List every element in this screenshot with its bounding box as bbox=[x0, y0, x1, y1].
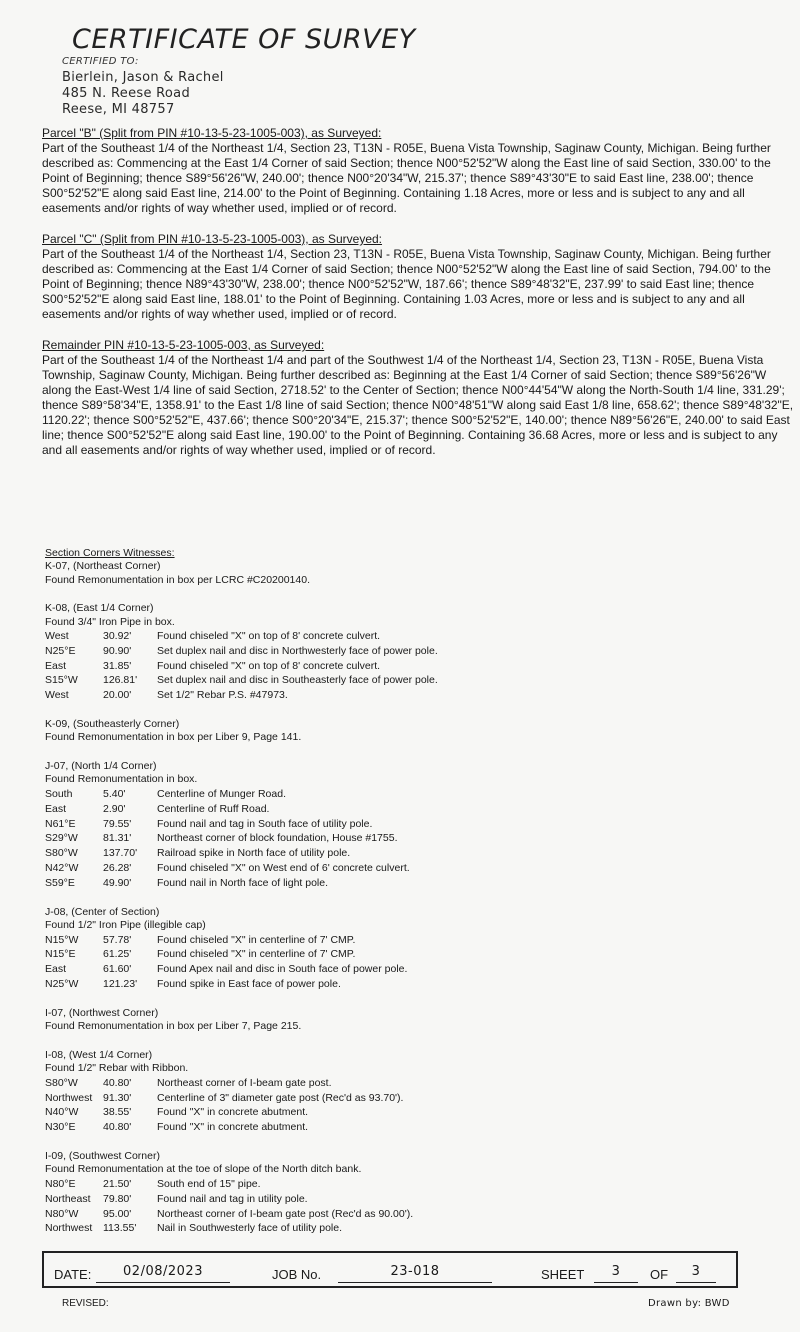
witness-description: Found chiseled "X" in centerline of 7' CMP. bbox=[157, 948, 356, 961]
witness-description: Found chiseled "X" in centerline of 7' CMP. bbox=[157, 933, 356, 946]
witness-row bbox=[45, 644, 745, 659]
witness-description: Nail in Southwesterly face of utility pole. bbox=[157, 1222, 343, 1235]
witness-distance: 2.90' bbox=[103, 802, 126, 815]
witness-description: Found Apex nail and disc in South face of power pole. bbox=[157, 963, 408, 976]
witness-distance: 26.28' bbox=[103, 861, 132, 874]
witness-direction: East bbox=[45, 659, 67, 672]
witness-row bbox=[45, 947, 745, 962]
witness-distance: 30.92' bbox=[103, 630, 132, 642]
witness-distance: 57.78' bbox=[103, 933, 132, 946]
witness-description: Northeast corner of I-beam gate post. bbox=[157, 1076, 332, 1089]
drawn-by: Drawn by: BWD bbox=[648, 1298, 730, 1309]
witness-description: Found "X" in concrete abutment. bbox=[157, 1106, 309, 1119]
of-underline bbox=[676, 1282, 716, 1283]
witness-row bbox=[45, 876, 745, 891]
witness-row bbox=[45, 1076, 745, 1091]
witness-direction: S29°W bbox=[45, 832, 78, 845]
certified-to-label: CERTIFIED TO: bbox=[62, 56, 139, 67]
corner-title: K-09, (Southeasterly Corner) bbox=[45, 717, 180, 730]
witness-distance: 79.80' bbox=[103, 1192, 132, 1205]
corner-monument: Found 1/2" Rebar with Ribbon. bbox=[45, 1062, 189, 1075]
witness-distance: 79.55' bbox=[103, 817, 132, 830]
witness-row bbox=[45, 659, 745, 674]
witness-direction: N25°W bbox=[45, 977, 79, 990]
witness-distance: 38.55' bbox=[103, 1106, 132, 1119]
corner-title: I-09, (Southwest Corner) bbox=[45, 1149, 160, 1162]
witness-row bbox=[45, 933, 745, 948]
parcel-legal-description: Part of the Southeast 1/4 of the Northeast 1/4, Section 23, T13N - R05E, Buena Vista Township, Saginaw County, Michigan. Being further described as: Commencing at the East 1/4 Corner of said Section; thence N00°52'52"W along the East line of said Section, 330.00' to the Point of Beginning; thence S89°56'26"W, 240.00'; thence N00°20'34"W, 215.37'; thence S89°43'30"E to said East line, 238.00'; thence S00°52'52"E along said East line, 214.00' to the Point of Beginning. Containing 1.18 Acres, more or less and is subject to any and all easements and/or rights of way whether used, implied or of record. bbox=[42, 141, 771, 215]
witness-description: Northeast corner of I-beam gate post (Rec'd as 90.00'). bbox=[157, 1207, 414, 1220]
witness-direction: N80°W bbox=[45, 1207, 79, 1220]
witness-description: Centerline of 3" diameter gate post (Rec'd as 93.70'). bbox=[157, 1091, 404, 1104]
witnesses-heading: Section Corners Witnesses: bbox=[45, 547, 175, 559]
witness-distance: 49.90' bbox=[103, 876, 132, 889]
corner-title: K-07, (Northeast Corner) bbox=[45, 560, 161, 572]
witness-description: Set 1/2" Rebar P.S. #47973. bbox=[157, 689, 288, 702]
witness-direction: West bbox=[45, 689, 69, 702]
parcel-legal-description: Part of the Southeast 1/4 of the Northeast 1/4, Section 23, T13N - R05E, Buena Vista Township, Saginaw County, Michigan. Being further described as: Commencing at the East 1/4 Corner of said Section; thence N00°52'52"W along the East line of said Section, 794.00' to the Point of Beginning; thence N89°43'30"W, 238.00'; thence N00°52'52"W, 187.66'; thence S89°48'32"E, 237.99' to said East line; thence S00°52'52"E along said East line, 188.01' to the Point of Beginning. Containing 1.03 Acres, more or less and is subject to any and all easements and/or rights of way whether used, implied or of record. bbox=[42, 247, 771, 321]
title-block bbox=[42, 1251, 738, 1288]
witness-distance: 21.50' bbox=[103, 1177, 132, 1190]
witness-row bbox=[45, 1105, 745, 1120]
corner-block bbox=[45, 760, 745, 891]
parcel-heading: Remainder PIN #10-13-5-23-1005-003, as Surveyed: bbox=[42, 338, 325, 352]
witness-direction: S59°E bbox=[45, 876, 75, 889]
corner-title: J-07, (North 1/4 Corner) bbox=[45, 759, 157, 772]
witness-distance: 20.00' bbox=[103, 689, 132, 702]
witness-description: Found nail in North face of light pole. bbox=[157, 876, 329, 889]
date-label: DATE: bbox=[54, 1267, 92, 1282]
witness-description: Found nail and tag in South face of utility pole. bbox=[157, 817, 373, 830]
witness-direction: S15°W bbox=[45, 674, 78, 687]
parcel-legal-description: Part of the Southeast 1/4 of the Northeast 1/4 and part of the Southwest 1/4 of the Northeast 1/4, Section 23, T13N - R05E, Buena Vista Township, Saginaw County, Michigan. Being further described as: Beginning at the East 1/4 Corner of said Section; thence S89°56'26"W along the East-West 1/4 line of said Section, 2718.52' to the Center of Section; thence N00°44'54"W along the North-South 1/4 line, 331.29'; thence S89°58'34"E, 1358.91' to the East 1/8 line of said Section; thence N00°48'51"W along said East 1/8 line, 658.62'; thence S89°48'32"E, 1120.22'; thence S00°52'52"E, 437.66'; thence S00°20'34"E, 215.37'; thence S00°52'52"E, 140.00'; thence N89°56'26"E, 240.00' to said East line; thence S00°52'52"E along said East line, 190.00' to the Point of Beginning. Containing 36.68 Acres, more or less and is subject to any and all easements and/or rights of way whether used, implied or of record. bbox=[42, 353, 794, 457]
witness-direction: N40°W bbox=[45, 1106, 79, 1119]
witness-row bbox=[45, 1192, 745, 1207]
witness-row bbox=[45, 802, 745, 817]
parcel-heading: Parcel "C" (Split from PIN #10-13-5-23-1005-003), as Surveyed: bbox=[42, 232, 383, 246]
witness-direction: N61°E bbox=[45, 817, 76, 830]
corner-title: I-07, (Northwest Corner) bbox=[45, 1006, 159, 1019]
witness-direction: N15°W bbox=[45, 933, 79, 946]
witness-row bbox=[45, 629, 745, 644]
corner-monument: Found 1/2" Iron Pipe (illegible cap) bbox=[45, 919, 206, 932]
sheet-label: SHEET bbox=[541, 1267, 585, 1282]
of-value: 3 bbox=[691, 1264, 701, 1279]
corner-monument: Found Remonumentation in box per LCRC #C20200140. bbox=[45, 573, 310, 586]
witness-description: Found chiseled "X" on top of 8' concrete culvert. bbox=[157, 659, 381, 672]
witness-row bbox=[45, 1177, 745, 1192]
client-city: Reese, MI 48757 bbox=[62, 102, 175, 117]
witness-description: Set duplex nail and disc in Northwesterly face of power pole. bbox=[157, 644, 438, 657]
witness-row bbox=[45, 831, 745, 846]
witness-distance: 126.81' bbox=[103, 674, 138, 687]
witness-description: Found chiseled "X" on West end of 6' concrete culvert. bbox=[157, 861, 410, 874]
witness-row bbox=[45, 1207, 745, 1222]
corner-monument: Found Remonumentation in box per Liber 7, Page 215. bbox=[45, 1020, 302, 1033]
witness-description: Northeast corner of block foundation, House #1755. bbox=[157, 832, 398, 845]
witness-distance: 31.85' bbox=[103, 659, 132, 672]
corner-title: K-08, (East 1/4 Corner) bbox=[45, 602, 154, 614]
parcel-descriptions bbox=[42, 126, 797, 474]
witness-distance: 5.40' bbox=[103, 787, 126, 800]
witness-direction: Northeast bbox=[45, 1192, 91, 1205]
corner-block bbox=[45, 1049, 745, 1135]
sheet-underline bbox=[594, 1282, 638, 1283]
witness-description: Centerline of Munger Road. bbox=[157, 787, 286, 800]
corner-monument: Found Remonumentation at the toe of slope of the North ditch bank. bbox=[45, 1163, 362, 1176]
witness-row bbox=[45, 1091, 745, 1106]
witness-distance: 40.80' bbox=[103, 1121, 132, 1134]
witness-distance: 90.90' bbox=[103, 644, 132, 657]
witness-direction: S80°W bbox=[45, 1076, 78, 1089]
document-title: CERTIFICATE OF SURVEY bbox=[72, 24, 416, 55]
parcel-heading: Parcel "B" (Split from PIN #10-13-5-23-1005-003), as Surveyed: bbox=[42, 126, 382, 140]
corner-block bbox=[45, 906, 745, 992]
witness-description: Found nail and tag in utility pole. bbox=[157, 1192, 308, 1205]
corner-block bbox=[45, 1150, 745, 1236]
of-label: OF bbox=[650, 1267, 669, 1282]
witness-direction: West bbox=[45, 630, 69, 642]
witness-direction: N25°E bbox=[45, 644, 76, 657]
witness-row bbox=[45, 1120, 745, 1135]
corner-monument: Found Remonumentation in box per Liber 9, Page 141. bbox=[45, 731, 302, 744]
witness-description: South end of 15" pipe. bbox=[157, 1177, 261, 1190]
revised-label: REVISED: bbox=[62, 1298, 109, 1309]
client-address bbox=[62, 70, 224, 118]
job-underline bbox=[338, 1282, 492, 1283]
witness-description: Found "X" in concrete abutment. bbox=[157, 1121, 309, 1134]
corner-title: I-08, (West 1/4 Corner) bbox=[45, 1048, 153, 1061]
witness-description: Centerline of Ruff Road. bbox=[157, 802, 270, 815]
corner-block bbox=[45, 1007, 745, 1034]
witness-row bbox=[45, 673, 745, 688]
witness-direction: N30°E bbox=[45, 1121, 76, 1134]
witness-description: Railroad spike in North face of utility pole. bbox=[157, 847, 351, 860]
witness-row bbox=[45, 787, 745, 802]
witness-direction: South bbox=[45, 787, 73, 800]
witness-distance: 121.23' bbox=[103, 977, 138, 990]
witness-direction: S80°W bbox=[45, 847, 78, 860]
client-name: Bierlein, Jason & Rachel bbox=[62, 70, 224, 85]
corner-monument: Found Remonumentation in box. bbox=[45, 773, 198, 786]
witness-distance: 113.55' bbox=[103, 1222, 137, 1235]
witness-row bbox=[45, 861, 745, 876]
corner-title: J-08, (Center of Section) bbox=[45, 905, 160, 918]
witness-direction: East bbox=[45, 963, 67, 976]
witness-row bbox=[45, 846, 745, 861]
date-value: 02/08/2023 bbox=[123, 1264, 203, 1279]
corner-list bbox=[45, 560, 745, 1236]
witness-description: Set duplex nail and disc in Southeasterly face of power pole. bbox=[157, 674, 438, 687]
parcel-b bbox=[42, 126, 797, 216]
witness-distance: 95.00' bbox=[103, 1207, 132, 1220]
witness-row bbox=[45, 817, 745, 832]
witness-distance: 61.25' bbox=[103, 948, 132, 961]
witness-direction: N42°W bbox=[45, 861, 79, 874]
witness-row bbox=[45, 1221, 745, 1236]
client-street: 485 N. Reese Road bbox=[62, 86, 191, 101]
corner-monument: Found 3/4" Iron Pipe in box. bbox=[45, 615, 175, 628]
date-underline bbox=[96, 1282, 230, 1283]
witness-direction: N15°E bbox=[45, 948, 76, 961]
corner-block bbox=[45, 560, 745, 587]
witness-distance: 40.80' bbox=[103, 1076, 132, 1089]
parcel-c bbox=[42, 232, 797, 322]
corner-block bbox=[45, 602, 745, 703]
section-corner-witnesses bbox=[45, 547, 745, 1251]
witness-direction: East bbox=[45, 802, 67, 815]
witness-row bbox=[45, 962, 745, 977]
job-label: JOB No. bbox=[272, 1267, 322, 1282]
corner-block bbox=[45, 718, 745, 745]
witness-row bbox=[45, 977, 745, 992]
witness-description: Found spike in East face of power pole. bbox=[157, 977, 341, 990]
witness-direction: N80°E bbox=[45, 1177, 76, 1190]
witness-description: Found chiseled "X" on top of 8' concrete culvert. bbox=[157, 630, 381, 642]
witness-direction: Northwest bbox=[45, 1222, 93, 1235]
witness-direction: Northwest bbox=[45, 1091, 93, 1104]
sheet-value: 3 bbox=[611, 1264, 621, 1279]
witness-distance: 137.70' bbox=[103, 847, 138, 860]
witness-row bbox=[45, 688, 745, 703]
witness-distance: 81.31' bbox=[103, 832, 132, 845]
witness-distance: 61.60' bbox=[103, 963, 132, 976]
job-value: 23-018 bbox=[390, 1264, 440, 1279]
witness-distance: 91.30' bbox=[103, 1091, 132, 1104]
parcel-remainder bbox=[42, 338, 797, 458]
